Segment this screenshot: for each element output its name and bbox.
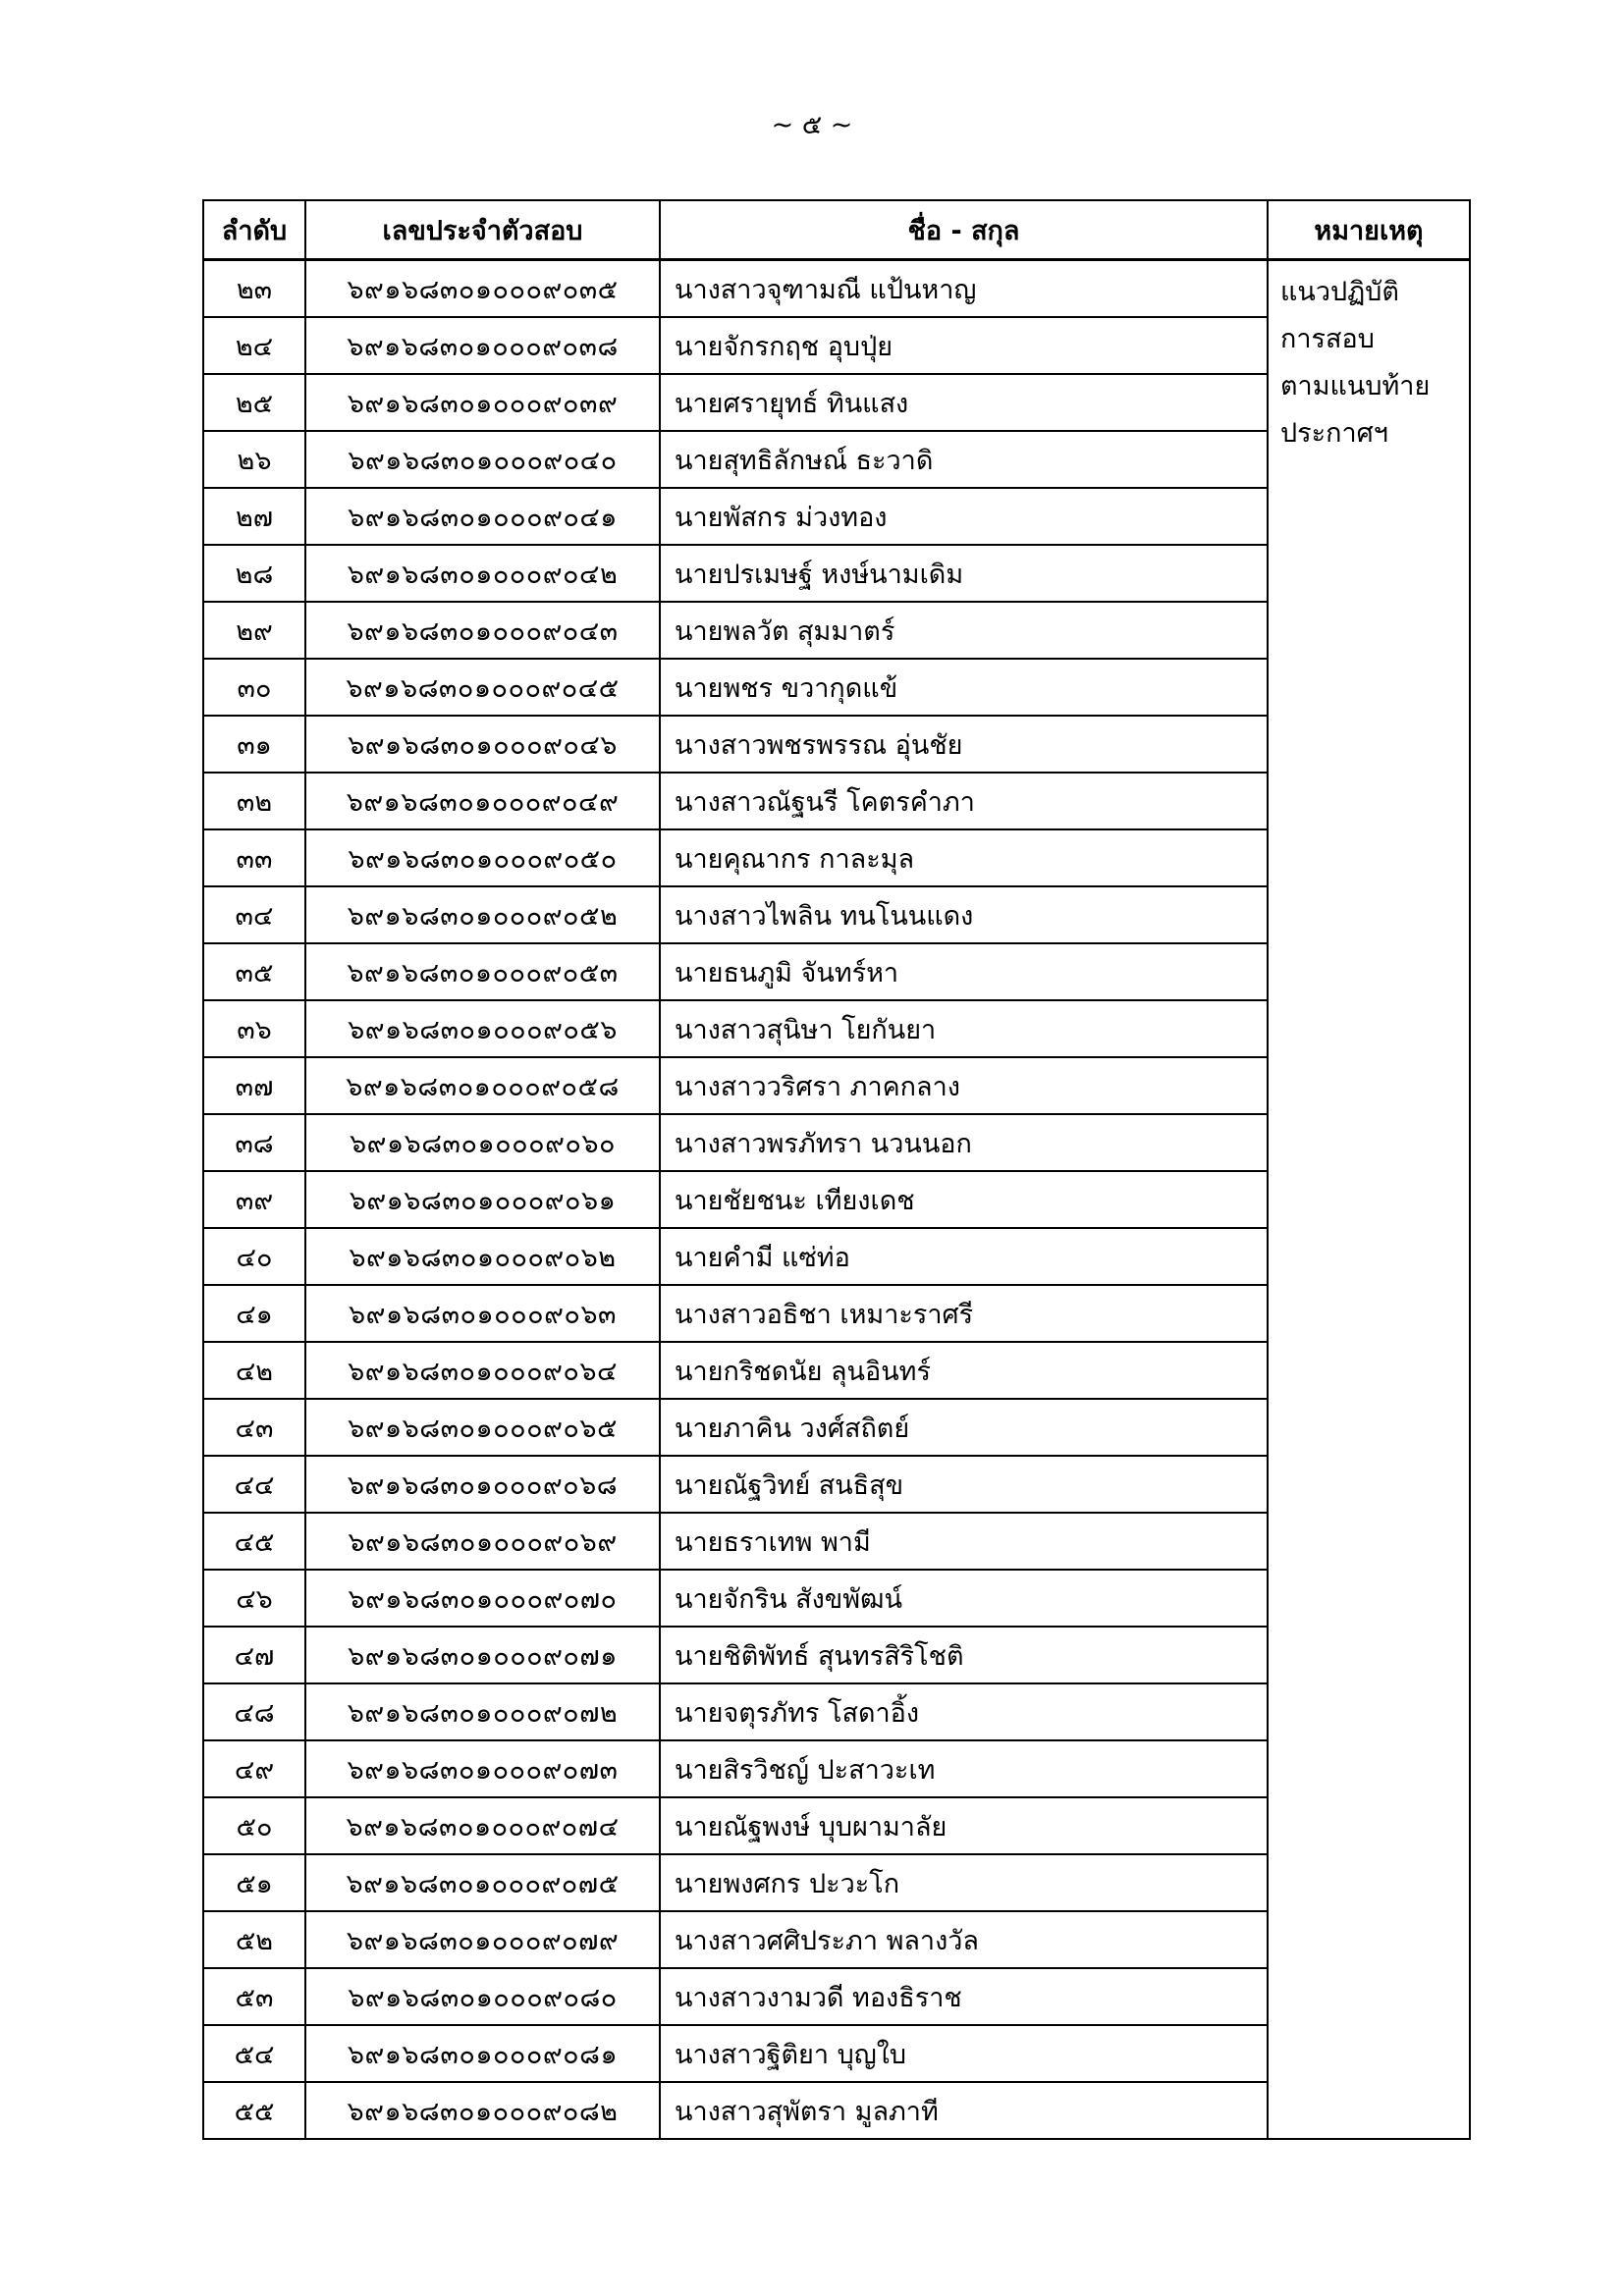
- row-order: ๔๔: [203, 1456, 305, 1513]
- row-order: ๔๖: [203, 1570, 305, 1627]
- row-exam-id: ๖๙๑๖๘๓๐๑๐๐๐๙๐๔๓: [305, 602, 660, 659]
- row-name: นายณัฐพงษ์ บุบผามาลัย: [660, 1797, 1268, 1854]
- row-name: นางสาวณัฐนรี โคตรคำภา: [660, 773, 1268, 829]
- row-name: นายจักริน สังขพัฒน์: [660, 1570, 1268, 1627]
- row-order: ๒๔: [203, 317, 305, 374]
- row-name: นายภาคิน วงศ์สถิตย์: [660, 1399, 1268, 1456]
- row-order: ๓๖: [203, 1000, 305, 1057]
- row-order: ๓๐: [203, 659, 305, 716]
- row-name: นายศรายุทธ์ ทินแสง: [660, 374, 1268, 431]
- row-name: นางสาวฐิติยา บุญใบ: [660, 2025, 1268, 2082]
- row-order: ๔๘: [203, 1683, 305, 1740]
- remark-line: ตามแนบท้าย: [1280, 371, 1431, 401]
- row-name: นายสิรวิชญ์ ปะสาวะเท: [660, 1740, 1268, 1797]
- row-order: ๒๓: [203, 260, 305, 318]
- header-order: ลำดับ: [203, 200, 305, 260]
- row-exam-id: ๖๙๑๖๘๓๐๑๐๐๐๙๐๕๒: [305, 886, 660, 943]
- row-name: นายกริชดนัย ลุนอินทร์: [660, 1342, 1268, 1399]
- row-name: นายพัสกร ม่วงทอง: [660, 488, 1268, 545]
- row-name: นายคุณากร กาละมุล: [660, 829, 1268, 886]
- table-row: [203, 260, 1470, 318]
- row-order: ๒๙: [203, 602, 305, 659]
- row-name: นางสาวไพลิน ทนโนนแดง: [660, 886, 1268, 943]
- table-body: [203, 260, 1470, 2140]
- row-exam-id: ๖๙๑๖๘๓๐๑๐๐๐๙๐๗๔: [305, 1797, 660, 1854]
- row-name: นางสาวสุนิษา โยกันยา: [660, 1000, 1268, 1057]
- row-exam-id: ๖๙๑๖๘๓๐๑๐๐๐๙๐๗๑: [305, 1627, 660, 1683]
- row-order: ๔๗: [203, 1627, 305, 1683]
- candidate-table: [202, 199, 1471, 2140]
- page-number: ~ ๕ ~: [771, 110, 853, 140]
- row-exam-id: ๖๙๑๖๘๓๐๑๐๐๐๙๐๖๓: [305, 1285, 660, 1342]
- table-header: [203, 200, 1470, 260]
- row-name: นางสาววริศรา ภาคกลาง: [660, 1057, 1268, 1114]
- row-exam-id: ๖๙๑๖๘๓๐๑๐๐๐๙๐๖๒: [305, 1228, 660, 1285]
- row-order: ๓๓: [203, 829, 305, 886]
- row-exam-id: ๖๙๑๖๘๓๐๑๐๐๐๙๐๕๐: [305, 829, 660, 886]
- row-exam-id: ๖๙๑๖๘๓๐๑๐๐๐๙๐๔๑: [305, 488, 660, 545]
- row-name: นายชัยชนะ เทียงเดช: [660, 1171, 1268, 1228]
- row-order: ๔๑: [203, 1285, 305, 1342]
- row-name: นายสุทธิลักษณ์ ธะวาดิ: [660, 431, 1268, 488]
- row-order: ๔๙: [203, 1740, 305, 1797]
- row-name: นายจักรกฤช อุบปุ่ย: [660, 317, 1268, 374]
- row-name: นางสาวพรภัทรา นวนนอก: [660, 1114, 1268, 1171]
- row-order: ๕๓: [203, 1968, 305, 2025]
- row-exam-id: ๖๙๑๖๘๓๐๑๐๐๐๙๐๖๔: [305, 1342, 660, 1399]
- remark-line: แนวปฏิบัติ: [1280, 277, 1399, 307]
- row-name: นายชิติพัทธ์ สุนทรสิริโชติ: [660, 1627, 1268, 1683]
- remark-line: ประกาศฯ: [1280, 418, 1388, 449]
- row-exam-id: ๖๙๑๖๘๓๐๑๐๐๐๙๐๗๕: [305, 1854, 660, 1911]
- row-exam-id: ๖๙๑๖๘๓๐๑๐๐๐๙๐๓๕: [305, 260, 660, 318]
- row-name: นางสาวจุฑามณี แป้นหาญ: [660, 260, 1268, 318]
- row-name: นายณัฐวิทย์ สนธิสุข: [660, 1456, 1268, 1513]
- row-order: ๕๒: [203, 1911, 305, 1968]
- row-exam-id: ๖๙๑๖๘๓๐๑๐๐๐๙๐๖๕: [305, 1399, 660, 1456]
- row-order: ๕๑: [203, 1854, 305, 1911]
- row-order: ๕๐: [203, 1797, 305, 1854]
- row-name: นางสาวอธิชา เหมาะราศรี: [660, 1285, 1268, 1342]
- row-exam-id: ๖๙๑๖๘๓๐๑๐๐๐๙๐๖๙: [305, 1513, 660, 1570]
- header-name: ชื่อ - สกุล: [660, 200, 1268, 260]
- row-order: ๒๘: [203, 545, 305, 602]
- row-name: นางสาวพชรพรรณ อุ่นชัย: [660, 716, 1268, 773]
- row-order: ๓๒: [203, 773, 305, 829]
- row-exam-id: ๖๙๑๖๘๓๐๑๐๐๐๙๐๓๘: [305, 317, 660, 374]
- row-order: ๕๔: [203, 2025, 305, 2082]
- row-order: ๓๔: [203, 886, 305, 943]
- row-order: ๓๗: [203, 1057, 305, 1114]
- header-row: [203, 200, 1470, 260]
- row-name: นายธราเทพ พามี: [660, 1513, 1268, 1570]
- row-exam-id: ๖๙๑๖๘๓๐๑๐๐๐๙๐๕๖: [305, 1000, 660, 1057]
- row-exam-id: ๖๙๑๖๘๓๐๑๐๐๐๙๐๔๖: [305, 716, 660, 773]
- row-order: ๒๕: [203, 374, 305, 431]
- row-exam-id: ๖๙๑๖๘๓๐๑๐๐๐๙๐๗๓: [305, 1740, 660, 1797]
- row-order: ๔๒: [203, 1342, 305, 1399]
- row-name: นายคำมี แซ่ท่อ: [660, 1228, 1268, 1285]
- row-name: นางสาวสุพัตรา มูลภาที: [660, 2082, 1268, 2139]
- row-name: นายพชร ขวากุดแข้: [660, 659, 1268, 716]
- row-exam-id: ๖๙๑๖๘๓๐๑๐๐๐๙๐๖๑: [305, 1171, 660, 1228]
- row-order: ๔๐: [203, 1228, 305, 1285]
- row-exam-id: ๖๙๑๖๘๓๐๑๐๐๐๙๐๗๒: [305, 1683, 660, 1740]
- row-name: นายจตุรภัทร โสดาอิ้ง: [660, 1683, 1268, 1740]
- row-order: ๒๖: [203, 431, 305, 488]
- row-exam-id: ๖๙๑๖๘๓๐๑๐๐๐๙๐๖๘: [305, 1456, 660, 1513]
- row-order: ๒๗: [203, 488, 305, 545]
- row-exam-id: ๖๙๑๖๘๓๐๑๐๐๐๙๐๗๐: [305, 1570, 660, 1627]
- row-exam-id: ๖๙๑๖๘๓๐๑๐๐๐๙๐๕๘: [305, 1057, 660, 1114]
- row-exam-id: ๖๙๑๖๘๓๐๑๐๐๐๙๐๓๙: [305, 374, 660, 431]
- row-exam-id: ๖๙๑๖๘๓๐๑๐๐๐๙๐๔๙: [305, 773, 660, 829]
- row-exam-id: ๖๙๑๖๘๓๐๑๐๐๐๙๐๘๐: [305, 1968, 660, 2025]
- row-order: ๔๕: [203, 1513, 305, 1570]
- row-name: นายพลวัต สุมมาตร์: [660, 602, 1268, 659]
- row-name: นางสาวงามวดี ทองธิราช: [660, 1968, 1268, 2025]
- header-exam-id: เลขประจำตัวสอบ: [305, 200, 660, 260]
- remark-line: การสอบ: [1280, 324, 1375, 354]
- row-order: ๔๓: [203, 1399, 305, 1456]
- row-name: นายพงศกร ปะวะโก: [660, 1854, 1268, 1911]
- row-exam-id: ๖๙๑๖๘๓๐๑๐๐๐๙๐๘๑: [305, 2025, 660, 2082]
- row-exam-id: ๖๙๑๖๘๓๐๑๐๐๐๙๐๔๕: [305, 659, 660, 716]
- row-name: นายธนภูมิ จันทร์หา: [660, 943, 1268, 1000]
- remark-cell: [1268, 260, 1470, 2140]
- row-exam-id: ๖๙๑๖๘๓๐๑๐๐๐๙๐๔๐: [305, 431, 660, 488]
- row-order: ๓๘: [203, 1114, 305, 1171]
- row-exam-id: ๖๙๑๖๘๓๐๑๐๐๐๙๐๘๒: [305, 2082, 660, 2139]
- row-order: ๓๙: [203, 1171, 305, 1228]
- row-exam-id: ๖๙๑๖๘๓๐๑๐๐๐๙๐๖๐: [305, 1114, 660, 1171]
- header-remark: หมายเหตุ: [1268, 200, 1470, 260]
- row-exam-id: ๖๙๑๖๘๓๐๑๐๐๐๙๐๗๙: [305, 1911, 660, 1968]
- row-order: ๓๕: [203, 943, 305, 1000]
- row-order: ๓๑: [203, 716, 305, 773]
- row-exam-id: ๖๙๑๖๘๓๐๑๐๐๐๙๐๕๓: [305, 943, 660, 1000]
- row-exam-id: ๖๙๑๖๘๓๐๑๐๐๐๙๐๔๒: [305, 545, 660, 602]
- row-order: ๕๕: [203, 2082, 305, 2139]
- row-name: นายปรเมษฐ์ หงษ์นามเดิม: [660, 545, 1268, 602]
- row-name: นางสาวศศิประภา พลางวัล: [660, 1911, 1268, 1968]
